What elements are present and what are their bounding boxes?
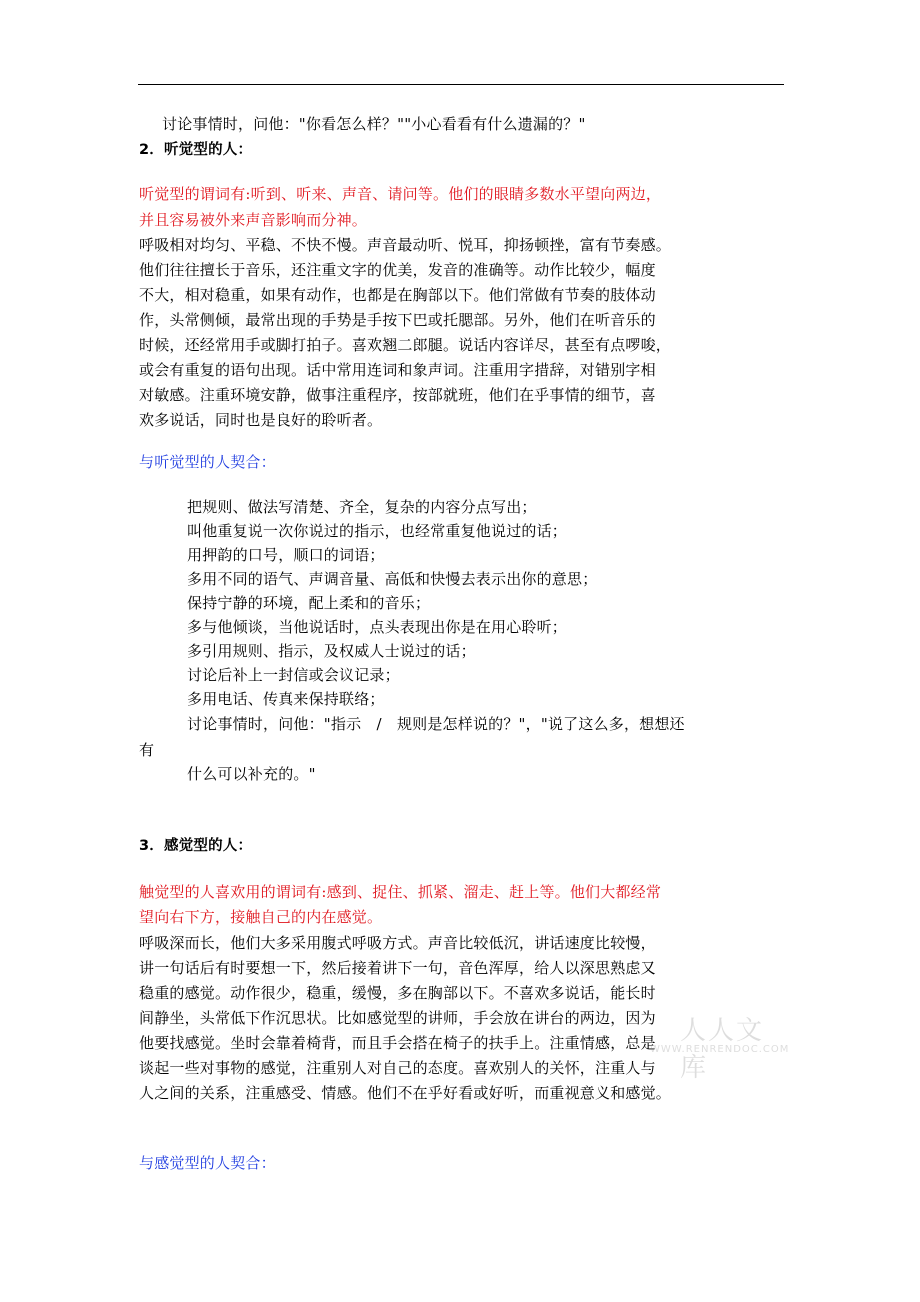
section-2-tip-item: 保持宁静的环境，配上柔和的音乐； — [187, 594, 431, 612]
section-2-tip-item: 讨论事情时，问他："指示 / 规则是怎样说的？"，"说了这么多，想想还 — [187, 715, 685, 733]
watermark-text: 人人文库 — [680, 1016, 765, 1083]
section-2-body-line: 时候，还经常用手或脚打拍子。喜欢翘二郎腿。说话内容详尽，甚至有点啰唆， — [139, 336, 672, 354]
section-2-body-line: 对敏感。注重环境安静，做事注重程序，按部就班，他们在乎事情的细节，喜 — [139, 386, 656, 404]
watermark-logo — [640, 1010, 790, 1083]
section-2-tip-item: 多引用规则、指示，及权威人士说过的话； — [187, 642, 476, 660]
section-2-tip-item: 叫他重复说一次你说过的指示，也经常重复他说过的话； — [187, 522, 568, 540]
section-2-body-line: 欢多说话，同时也是良好的聆听者。 — [139, 411, 383, 429]
section-2-tip-item: 什么可以补充的。" — [187, 765, 316, 783]
section-2-tip-item: 用押韵的口号，顺口的词语； — [187, 546, 385, 564]
section-2-predicates: 听觉型的谓词有:听到、听来、声音、请问等。他们的眼睛多数水平望向两边， — [139, 185, 662, 203]
section-2-tip-item: 多用不同的语气、声调音量、高低和快慢去表示出你的意思； — [187, 570, 598, 588]
section-3-body-line: 人之间的关系，注重感受、情感。他们不在乎好看或好听，而重视意义和感觉。 — [139, 1084, 672, 1102]
section-3-heading: 3．感觉型的人： — [139, 838, 253, 854]
section-2-body-line: 作，头常侧倾，最常出现的手势是手按下巴或托腮部。另外，他们在听音乐的 — [139, 311, 656, 329]
section-2-tip-wrap: 有 — [139, 741, 155, 759]
section-3-body-line: 呼吸深而长，他们大多采用腹式呼吸方式。声音比较低沉，讲话速度比较慢， — [139, 934, 656, 952]
section-3-match-title: 与感觉型的人契合： — [139, 1154, 276, 1172]
section-2-body-line: 他们往往擅长于音乐，还注重文字的优美，发音的准确等。动作比较少，幅度 — [139, 261, 656, 279]
section-2-tip-item: 把规则、做法写清楚、齐全，复杂的内容分点写出； — [187, 498, 537, 516]
section-2-body-line: 呼吸相对均匀、平稳、不快不慢。声音最动听、悦耳，抑扬顿挫，富有节奏感。 — [139, 236, 672, 254]
section-3-body-line: 他要找感觉。坐时会靠着椅背，而且手会搭在椅子的扶手上。注重情感，总是 — [139, 1034, 656, 1052]
continued-question-line: 讨论事情时，问他："你看怎么样？""小心看看有什么遗漏的？" — [162, 115, 586, 133]
section-3-predicates: 触觉型的人喜欢用的谓词有:感到、捉住、抓紧、溜走、赶上等。他们大都经常 — [139, 883, 662, 901]
section-3-body-line: 稳重的感觉。动作很少，稳重，缓慢，多在胸部以下。不喜欢多说话，能长时 — [139, 984, 656, 1002]
section-2-tip-item: 多用电话、传真来保持联络； — [187, 690, 385, 708]
header-rule — [138, 84, 784, 85]
section-3-body-line: 讲一句话后有时要想一下，然后接着讲下一句，音色浑厚，给人以深思熟虑又 — [139, 959, 656, 977]
section-2-match-title: 与听觉型的人契合： — [139, 453, 276, 471]
section-2-predicates: 并且容易被外来声音影响而分神。 — [139, 211, 368, 229]
section-3-body-line: 间静坐，头常低下作沉思状。比如感觉型的讲师，手会放在讲台的两边，因为 — [139, 1009, 656, 1027]
watermark-url: WWW.RENRENDOC.COM — [650, 1044, 790, 1055]
section-2-body-line: 或会有重复的语句出现。话中常用连词和象声词。注重用字措辞，对错别字相 — [139, 361, 656, 379]
section-2-tip-item: 多与他倾谈，当他说话时，点头表现出你是在用心聆听； — [187, 618, 568, 636]
section-2-heading: 2．听觉型的人： — [139, 142, 253, 158]
section-2-tip-item: 讨论后补上一封信或会议记录； — [187, 666, 400, 684]
section-2-body-line: 不大，相对稳重，如果有动作，也都是在胸部以下。他们常做有节奏的肢体动 — [139, 286, 656, 304]
section-3-body-line: 谈起一些对事物的感觉，注重别人对自己的态度。喜欢别人的关怀，注重人与 — [139, 1059, 656, 1077]
section-3-predicates: 望向右下方，接触自己的内在感觉。 — [139, 908, 383, 926]
